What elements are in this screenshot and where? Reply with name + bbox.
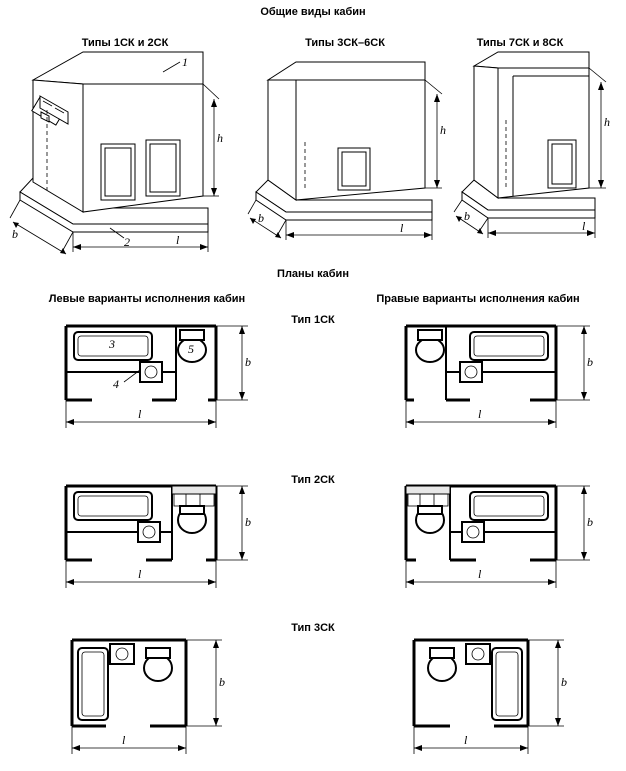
view1-callout-1: 1 [182, 55, 188, 69]
plan3-right-dim-l: l [464, 733, 468, 747]
plan1-left-dim-l: l [138, 407, 142, 421]
view3-dim-l: l [582, 219, 586, 233]
plan2-left-dim-b: b [245, 515, 251, 529]
plan1-right-dim-b: b [587, 355, 593, 369]
plans-title: Планы кабин [277, 268, 349, 280]
plan3-left-dim-b: b [219, 675, 225, 689]
plan-type-label-1: Тип 1СК [291, 314, 335, 326]
plan2-left-dim-l: l [138, 567, 142, 581]
plan1-left-callout-5: 5 [188, 342, 194, 356]
plan-type-label-3: Тип 3СК [291, 622, 335, 634]
view-caption-1: Типы 1СК и 2СК [81, 37, 169, 49]
plan1-left-callout-3: 3 [109, 337, 115, 351]
view2-dim-l: l [400, 221, 404, 235]
main-title: Общие виды кабин [260, 6, 366, 18]
view2-dim-b: b [258, 211, 264, 225]
view-caption-3: Типы 7СК и 8СК [476, 37, 564, 49]
view3-dim-b: b [464, 209, 470, 223]
view-caption-2: Типы 3СК–6СК [305, 37, 385, 49]
plan3-left-dim-l: l [122, 733, 126, 747]
view1-dim-b: b [12, 227, 18, 241]
plan1-right-dim-l: l [478, 407, 482, 421]
plan2-right-dim-l: l [478, 567, 482, 581]
plan1-left-callout-4: 4 [113, 377, 119, 391]
plan-type-label-2: Тип 2СК [291, 474, 335, 486]
view1-callout-2: 2 [124, 235, 130, 249]
view1-dim-h: h [217, 131, 223, 145]
plan1-left-dim-b: b [245, 355, 251, 369]
view2-dim-h: h [440, 123, 446, 137]
plan-header-left: Левые варианты исполнения кабин [48, 293, 246, 305]
view1-dim-l: l [176, 233, 180, 247]
view3-dim-h: h [604, 115, 610, 129]
plan-header-right: Правые варианты исполнения кабин [376, 293, 580, 305]
plan2-right-dim-b: b [587, 515, 593, 529]
plan3-right-dim-b: b [561, 675, 567, 689]
